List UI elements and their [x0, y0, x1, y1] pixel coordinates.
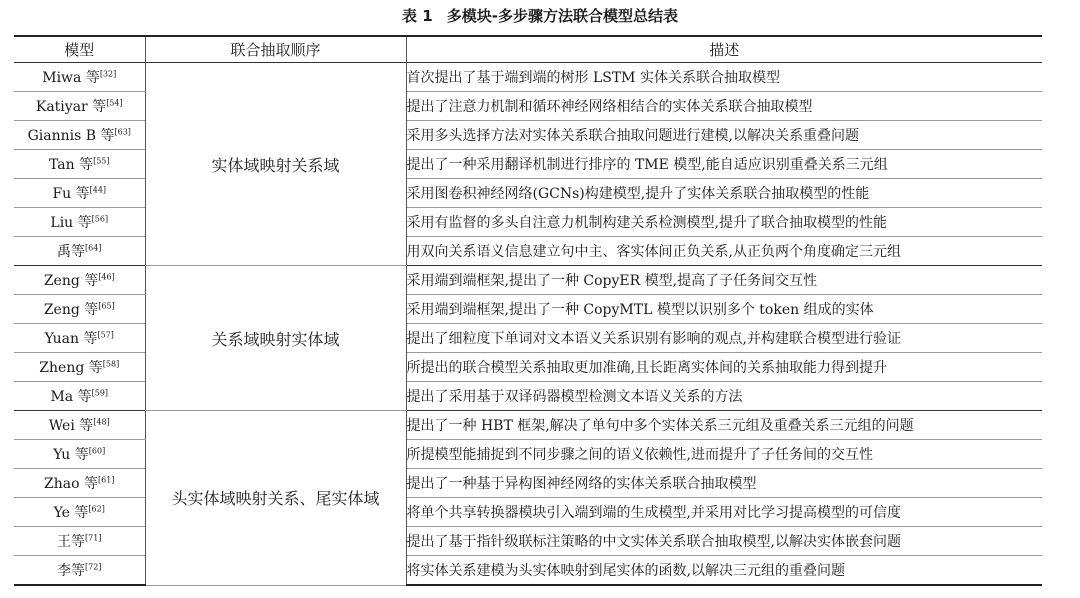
model-cell: [14, 150, 145, 179]
model-cell: [14, 411, 145, 440]
description-cell: 采用图卷积神经网络(GCNs)构建模型,提升了实体关系联合抽取模型的性能: [406, 179, 1042, 208]
reference-number: [63]: [114, 127, 131, 137]
description-cell: 采用有监督的多头自注意力机制构建关系检测模型,提升了联合抽取模型的性能: [406, 208, 1042, 237]
model-name: 李等: [57, 563, 86, 579]
reference-number: [62]: [88, 504, 105, 514]
header-order: 联合抽取顺序: [145, 36, 406, 63]
table-row: [14, 63, 1042, 92]
model-cell: [14, 92, 145, 121]
header-row: [14, 36, 1042, 63]
table-caption: [0, 6, 1080, 26]
description-cell: 提出了采用基于双译码器模型检测文本语义关系的方法: [406, 382, 1042, 411]
description-cell: 所提出的联合模型关系抽取更加准确,且长距离实体间的关系抽取能力得到提升: [406, 353, 1042, 382]
model-cell: [14, 179, 145, 208]
model-cell: [14, 469, 145, 498]
description-cell: 将实体关系建模为头实体映射到尾实体的函数,以解决三元组的重叠问题: [406, 556, 1042, 586]
model-cell: [14, 63, 145, 92]
model-name: Ye 等: [53, 505, 89, 521]
model-name: Zheng 等: [39, 360, 103, 376]
description-cell: 用双向关系语义信息建立句中主、客实体间正负关系,从正负两个角度确定三元组: [406, 237, 1042, 266]
reference-number: [57]: [97, 330, 114, 340]
reference-number: [61]: [98, 475, 115, 485]
model-cell: [14, 527, 145, 556]
model-name: Fu 等: [52, 186, 90, 202]
reference-number: [54]: [106, 98, 123, 108]
model-name: Ma 等: [50, 389, 92, 405]
model-cell: [14, 237, 145, 266]
extraction-order-cell: 实体域映射关系域: [145, 63, 406, 266]
model-name: Yu 等: [53, 447, 89, 463]
reference-number: [58]: [102, 359, 120, 369]
reference-number: [46]: [98, 272, 115, 282]
extraction-order-cell: 关系域映射实体域: [145, 266, 406, 411]
table-body: [14, 63, 1042, 586]
description-cell: 采用端到端框架,提出了一种 CopyMTL 模型以识别多个 token 组成的实体: [406, 295, 1042, 324]
description-cell: 所提模型能捕捉到不同步骤之间的语义依赖性,进而提升了子任务间的交互性: [406, 440, 1042, 469]
model-cell: [14, 382, 145, 411]
reference-number: [65]: [98, 301, 115, 311]
model-name: Liu 等: [50, 215, 92, 231]
description-cell: 提出了细粒度下单词对文本语义关系识别有影响的观点,并构建联合模型进行验证: [406, 324, 1042, 353]
reference-number: [55]: [93, 156, 110, 166]
model-cell: [14, 324, 145, 353]
model-cell: [14, 498, 145, 527]
model-name: Wei 等: [48, 418, 94, 434]
model-name: Yuan 等: [44, 331, 98, 347]
model-cell: [14, 208, 145, 237]
description-cell: 提出了一种采用翻译机制进行排序的 TME 模型,能自适应识别重叠关系三元组: [406, 150, 1042, 179]
model-cell: [14, 353, 145, 382]
model-name: Zhao 等: [44, 476, 99, 492]
reference-number: [72]: [85, 562, 102, 572]
reference-number: [64]: [85, 243, 102, 253]
description-cell: 提出了一种基于异构图神经网络的实体关系联合抽取模型: [406, 469, 1042, 498]
table-row: [14, 411, 1042, 440]
reference-number: [59]: [91, 388, 109, 398]
reference-number: [56]: [91, 214, 109, 224]
model-name: Katiyar 等: [35, 99, 107, 115]
description-cell: 提出了基于指针级联标注策略的中文实体关系联合抽取模型,以解决实体嵌套问题: [406, 527, 1042, 556]
model-name: 禹等: [57, 244, 86, 260]
model-name: 王等: [57, 534, 86, 550]
model-cell: [14, 295, 145, 324]
model-cell: [14, 266, 145, 295]
header-model: 模型: [14, 36, 145, 63]
model-name: Zeng 等: [43, 273, 99, 289]
description-cell: 将单个共享转换器模块引入端到端的生成模型,并采用对比学习提高模型的可信度: [406, 498, 1042, 527]
description-cell: 采用端到端框架,提出了一种 CopyER 模型,提高了子任务间交互性: [406, 266, 1042, 295]
reference-number: [48]: [93, 417, 110, 427]
reference-number: [32]: [99, 69, 117, 79]
summary-table: [14, 35, 1042, 586]
model-cell: [14, 440, 145, 469]
model-name: Miwa 等: [42, 70, 100, 86]
model-name: Tan 等: [49, 157, 94, 173]
description-cell: 提出了注意力机制和循环神经网络相结合的实体关系联合抽取模型: [406, 92, 1042, 121]
reference-number: [71]: [85, 533, 102, 543]
reference-number: [60]: [88, 446, 106, 456]
description-cell: 提出了一种 HBT 框架,解决了单句中多个实体关系三元组及重叠关系三元组的问题: [406, 411, 1042, 440]
description-cell: 首次提出了基于端到端的树形 LSTM 实体关系联合抽取模型: [406, 63, 1042, 92]
model-name: Giannis B 等: [27, 128, 115, 144]
header-description: 描述: [406, 36, 1042, 63]
table-row: [14, 266, 1042, 295]
reference-number: [44]: [89, 185, 107, 195]
description-cell: 采用多头选择方法对实体关系联合抽取问题进行建模,以解决关系重叠问题: [406, 121, 1042, 150]
table-title: 多模块-多步骤方法联合模型总结表: [446, 7, 678, 25]
model-name: Zeng 等: [43, 302, 99, 318]
extraction-order-cell: 头实体域映射关系、尾实体域: [145, 411, 406, 586]
model-cell: [14, 121, 145, 150]
table-number: 表 1: [402, 7, 433, 25]
model-cell: [14, 556, 145, 586]
